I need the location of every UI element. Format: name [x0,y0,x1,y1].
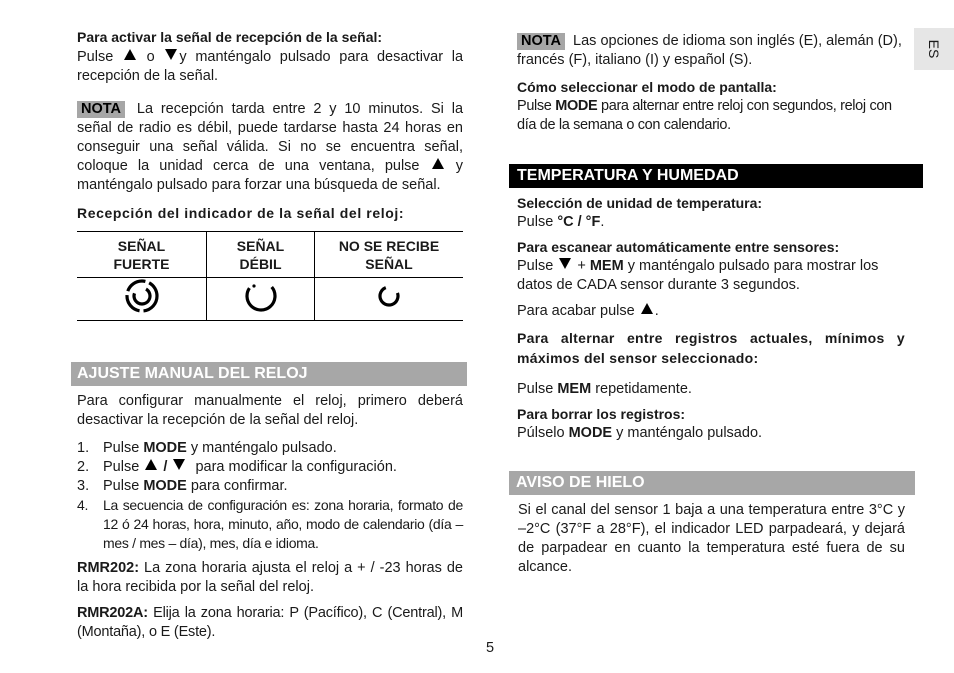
ajuste-body [77,392,463,642]
unidad-post: . [600,214,605,230]
recepcion-heading: Recepción del indicador de la señal del reloj: [77,205,405,221]
activar-mid: o [146,49,155,65]
mem-paragraph [517,380,905,399]
temperatura-body [517,194,905,443]
rmr202-paragraph [77,559,463,597]
borrar-pre: Púlselo [517,425,565,441]
mem-pre: Pulse [517,381,554,397]
rmr202-text: La zona horaria ajusta el reloj a + / -23 horas de la hora recibida por la señal del reloj. [77,560,463,595]
ajuste-steps [77,439,463,553]
temperatura-section-header: TEMPERATURA Y HUMEDAD [509,164,923,188]
acabar-pre: Para acabar pulse [517,303,635,319]
ajuste-section-header: AJUSTE MANUAL DEL RELOJ [71,362,467,386]
nota-text: La recepción tarda entre 2 y 10 minutos. Si la señal de radio es débil, puede tardarse hasta 24 horas en conseguir una señal válida. Si no se encuentra señal, coloque la unidad cerca de una ventana, pulse [77,101,464,174]
nota-badge: NOTA [517,33,565,50]
signal-weak-icon [243,278,279,314]
signal-strong-icon [124,278,160,314]
acabar-paragraph [517,302,905,321]
step-separator: / [163,459,168,475]
step-pre: Pulse [103,440,144,456]
signal-table-icons [77,278,463,321]
pantalla-heading: Cómo seleccionar el modo de pantalla: [517,79,777,95]
signal-table-header [77,232,463,278]
escanear-plus: + [577,258,586,274]
signal-table [77,231,463,321]
signal-none-icon [374,281,404,311]
borrar-bold: MODE [568,425,613,441]
rmr202-label: RMR202: [77,560,140,576]
rmr202a-text: Elija la zona horaria: P (Pacífico), C (Central), M (Montaña), o E (Este). [77,605,463,640]
step-post: para modificar la configuración. [195,459,397,475]
ajuste-intro: Para configurar manualmente el reloj, primero deberá desactivar la recepción de la señal del reloj. [77,393,463,428]
rmr202a-paragraph [77,604,463,642]
step-item [77,496,463,553]
pantalla-paragraph [517,97,905,135]
nota-badge: NOTA [77,101,125,118]
pantalla-bold: MODE [555,98,598,114]
left-column [77,28,463,321]
escanear-post: y manténgalo pulsado para mostrar los datos de CADA sensor durante 3 segundos. [517,258,879,293]
pantalla-post: para alternar entre reloj con segundos, reloj con día de la semana o con calendario. [517,98,892,133]
step-bold: MODE [143,440,187,456]
right-top [517,32,905,135]
up-triangle-icon [145,459,157,470]
down-triangle-icon [173,459,185,470]
hielo-section-header: AVISO DE HIELO [509,471,915,495]
down-triangle-icon [559,258,571,269]
step-pre: Pulse [103,478,144,494]
up-triangle-icon [432,158,444,169]
step-bold: MODE [143,478,187,494]
nota-post: y manténgalo pulsado para forzar una búsqueda de señal. [77,158,463,193]
activar-heading: Para activar la señal de recepción de la señal: [77,29,383,45]
escanear-paragraph [517,257,905,295]
activar-pre: Pulse [77,49,114,65]
nota-paragraph [77,100,463,195]
escanear-pre: Pulse [517,258,554,274]
up-triangle-icon [641,303,653,314]
escanear-heading: Para escanear automáticamente entre sensores: [517,239,840,255]
rmr202a-label: RMR202A: [77,605,148,621]
step-number: 1. [77,440,90,456]
step-post: para confirmar. [186,478,288,494]
unidad-heading: Selección de unidad de temperatura: [517,195,763,211]
mem-bold: MEM [557,381,592,397]
escanear-bold: MEM [589,258,624,274]
acabar-post: . [654,303,659,319]
step-item [77,439,463,458]
step-number: 4. [77,497,89,513]
step-post: y manténgalo pulsado. [186,440,337,456]
right-nota-paragraph [517,32,905,70]
step-item [77,477,463,496]
borrar-post: y manténgalo pulsado. [616,425,763,441]
borrar-paragraph [517,424,905,443]
up-triangle-icon [124,49,136,60]
activar-paragraph [77,48,463,86]
step-number: 3. [77,478,90,494]
right-nota-text: Las opciones de idioma son inglés (E), alemán (D), francés (F), italiano (I) y español (S). [517,33,902,68]
pantalla-pre: Pulse [517,98,552,114]
language-tab [914,28,954,70]
page-number: 5 [485,640,495,656]
mem-post: repetidamente. [595,381,692,397]
unidad-pre: Pulse [517,214,554,230]
hielo-paragraph: Si el canal del sensor 1 baja a una temperatura entre 3°C y –2°C (37°F a 28°F), el indicador LED parpadeará, y dejará de parpadear en cuanto la temperatura esté fuera de su alcance. [518,502,905,575]
step-item [77,458,463,477]
unidad-paragraph [517,213,905,232]
down-triangle-icon [165,49,177,60]
step-number: 2. [77,459,90,475]
unidad-bold: °C / °F [557,214,601,230]
language-tab-label: ES [926,39,942,59]
col-strong-label: SEÑAL FUERTE [113,237,170,272]
activar-post: y manténgalo pulsado para desactivar la recepción de la señal. [77,49,464,84]
step-text: La secuencia de configuración es: zona horaria, formato de 12 ó 24 horas, hora, minuto, año, modo de calendario (día – mes / mes – día), mes, día e idioma. [103,497,463,551]
col-none-label: NO SE RECIBE SEÑAL [338,237,440,272]
alternar-heading: Para alternar entre registros actuales, mínimos y máximos del sensor seleccionado: [517,330,905,366]
step-pre: Pulse [103,459,144,475]
borrar-heading: Para borrar los registros: [517,406,686,422]
col-weak-label: SEÑAL DÉBIL [236,237,285,272]
